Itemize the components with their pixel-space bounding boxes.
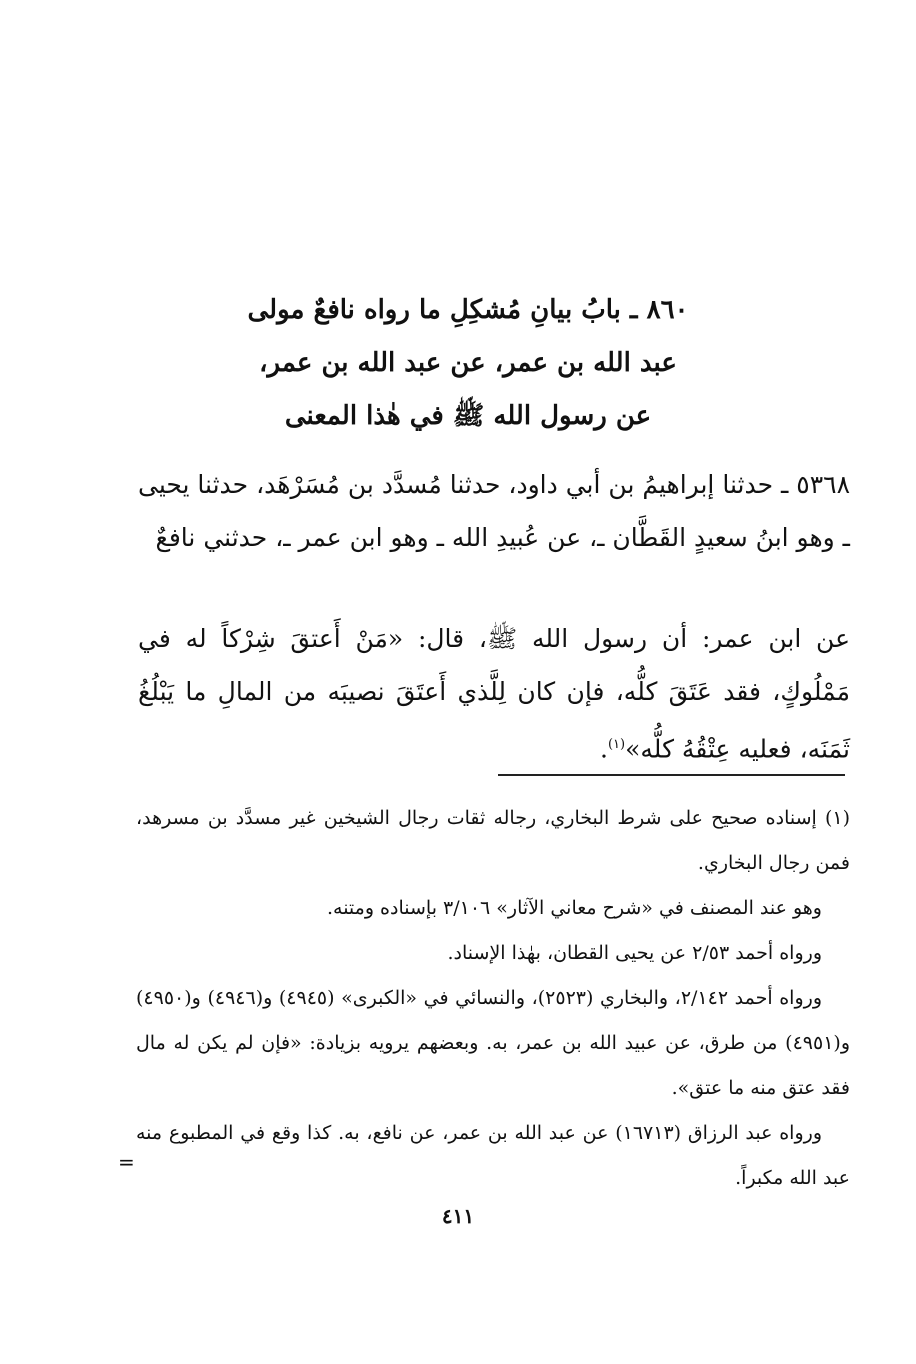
footnote-paragraph: ورواه أحمد ٢/١٤٢، والبخاري (٢٥٢٣)، والنسائي في «الكبرى» (٤٩٤٥) و(٤٩٤٦) و(٤٩٥٠) و(٤٩٥١) من طرق، عن عبيد الله بن عمر، به. وبعضهم يرويه بزيادة: «فإن لم يكن له مال فقد عتق منه ما عتق». — [136, 987, 850, 1099]
sentence-end-mark: . — [600, 734, 608, 764]
page-number: ٤١١ — [441, 1204, 475, 1228]
footnote-paragraph: ورواه عبد الرزاق (١٦٧١٣) عن عبد الله بن عمر، عن نافع، به. كذا وقع في المطبوع منه عبد الله مكبراً. — [136, 1122, 850, 1189]
chapter-heading-line: عبد الله بن عمر، عن عبد الله بن عمر، — [259, 348, 677, 378]
chapter-heading-line: عن رسول الله ﷺ في هٰذا المعنى — [284, 401, 652, 431]
footnote-paragraph: ورواه أحمد ٢/٥٣ عن يحيى القطان، بهٰذا الإسناد. — [447, 942, 822, 964]
hadith-matn-text: عن ابن عمر: أن رسول الله ﷺ، قال: «مَنْ أَعتقَ شِرْكاً له في مَمْلُوكٍ، فقد عَتَقَ كلُّه، فإن كان لِلَّذي أَعتَقَ نصيبَه من المالِ ما يَبْلُغُ ثَمَنَه، فعليه عِتْقُهُ كلُّه» — [138, 624, 850, 764]
footnote-continuation-mark: = — [118, 1150, 135, 1174]
hadith-matn — [138, 612, 850, 775]
chapter-heading — [150, 284, 786, 443]
hadith-isnad: ٥٣٦٨ ـ حدثنا إبراهيمُ بن أبي داود، حدثنا مُسدَّد بن مُسَرْهَد، حدثنا يحيى ـ وهو ابنُ سعيدٍ القَطَّان ـ، عن عُبيدِ الله ـ وهو ابن عمر ـ، حدثني نافعٌ — [138, 470, 850, 552]
footnote-reference[interactable]: (١) — [607, 737, 626, 752]
chapter-heading-line: ٨٦٠ ـ بابُ بيانِ مُشكِلِ ما رواه نافعٌ مولى — [247, 295, 689, 325]
footnote-paragraph: (١) إسناده صحيح على شرط البخاري، رجاله ثقات رجال الشيخين غير مسدَّد بن مسرهد، فمن رجال البخاري. — [136, 807, 850, 874]
footnotes-section — [136, 796, 850, 1201]
footnote-divider — [498, 774, 845, 776]
footnote-paragraph: وهو عند المصنف في «شرح معاني الآثار» ٣/١٠٦ بإسناده ومتنه. — [326, 897, 822, 919]
